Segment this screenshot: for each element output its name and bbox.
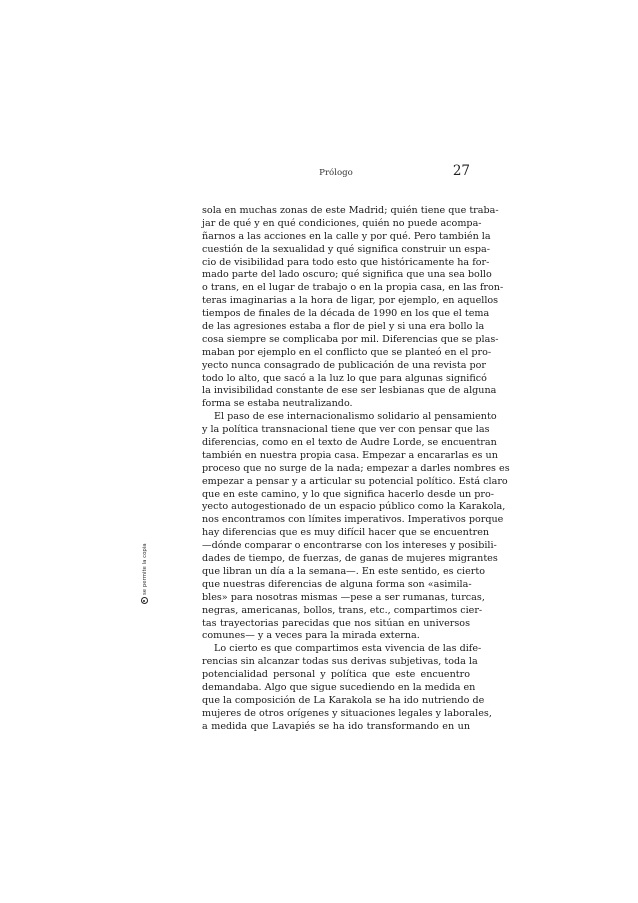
text-line: cuestión de la sexualidad y qué significa construir un espa-: [202, 243, 491, 255]
text-line: a medida que Lavapiés se ha ido transformando en un: [202, 720, 470, 732]
text-line: ñarnos a las acciones en la calle y por qué. Pero también la: [202, 230, 491, 242]
text-line: tiempos de finales de la década de 1990 en los que el tema: [202, 308, 490, 320]
text-line: sola en muchas zonas de este Madrid; quién tiene que traba-: [202, 205, 499, 216]
text-line: o trans, en el lugar de trabajo o en la propia casa, en las fron-: [202, 282, 504, 294]
text-line: Lo cierto es que compartimos esta vivencia de las dife-: [214, 643, 482, 655]
text-line: de las agresiones estaba a flor de piel y si una era bollo la: [202, 321, 485, 333]
running-header: [202, 163, 470, 184]
text-line: nos encontramos con límites imperativos. Imperativos porque: [202, 514, 504, 526]
running-title: Prólogo: [319, 168, 353, 178]
text-line: yecto nunca consagrado de publicación de una revista por: [202, 359, 487, 371]
paragraph: [202, 411, 510, 643]
paragraph: [202, 205, 504, 411]
text-line: cio de visibilidad para todo esto que históricamente ha for-: [202, 256, 490, 268]
text-line: demandaba. Algo que sigue sucediendo en la medida en: [202, 681, 476, 693]
text-line: que en este camino, y lo que significa hacerlo desde un pro-: [202, 488, 494, 500]
text-line: rencias sin alcanzar todas sus derivas subjetivas, toda la: [202, 656, 478, 668]
text-line: jar de qué y en qué condiciones, quién no puede acompa-: [202, 217, 482, 229]
text-line: empezar a pensar y a articular su potencial político. Está claro: [202, 475, 508, 487]
text-line: cosa siempre se complicaba por mil. Diferencias que se plas-: [202, 333, 499, 345]
text-line: yecto autogestionado de un espacio público como la Karakola,: [202, 501, 506, 513]
text-line: El paso de ese internacionalismo solidario al pensamiento: [214, 411, 497, 423]
text-line: mado parte del lado oscuro; qué significa que una sea bollo: [202, 269, 492, 281]
text-line: proceso que no surge de la nada; empezar a darles nombres es: [202, 462, 510, 474]
text-line: todo lo alto, que sacó a la luz lo que para algunas significó: [202, 372, 487, 384]
text-line: teras imaginarias a la hora de ligar, por ejemplo, en aquellos: [202, 295, 499, 307]
text-line: dades de tiempo, de fuerzas, de ganas de mujeres migrantes: [202, 553, 498, 565]
text-line: bles» para nosotras mismas —pese a ser rumanas, turcas,: [202, 591, 485, 603]
text-line: negras, americanas, bollos, trans, etc., compartimos cier-: [202, 604, 483, 616]
license-mark: [139, 543, 151, 724]
paragraph: [202, 643, 492, 733]
license-text: se permite la copia: [141, 543, 148, 595]
text-line: la invisibilidad constante de ese ser lesbianas que de alguna: [202, 385, 497, 397]
text-line: mujeres de otros orígenes y situaciones legales y laborales,: [202, 707, 492, 719]
text-line: que libran un día a la semana—. En este sentido, es cierto: [202, 565, 485, 577]
text-line: que la composición de La Karakola se ha ido nutriendo de: [202, 694, 485, 706]
text-line: tas trayectorias parecidas que nos sitúan en universos: [202, 617, 470, 629]
text-line: potencialidad personal y política que este encuentro: [202, 669, 470, 681]
text-line: diferencias, como en el texto de Audre Lorde, se encuentran: [202, 437, 497, 449]
copyleft-icon: [141, 597, 148, 604]
text-line: comunes— y a veces para la mirada externa.: [202, 630, 420, 642]
text-line: que nuestras diferencias de alguna forma son «asimila-: [202, 578, 472, 590]
text-line: también en nuestra propia casa. Empezar a encararlas es un: [202, 449, 498, 461]
body-text: [202, 205, 510, 734]
text-line: —dónde comparar o encontrarse con los intereses y posibili-: [202, 540, 497, 552]
text-line: hay diferencias que es muy difícil hacer que se encuentren: [202, 527, 490, 539]
text-line: y la política transnacional tiene que ver con pensar que las: [202, 424, 490, 436]
page-number: 27: [452, 163, 470, 179]
text-line: maban por ejemplo en el conflicto que se planteó en el pro-: [202, 346, 492, 358]
text-line: forma se estaba neutralizando.: [202, 398, 353, 410]
